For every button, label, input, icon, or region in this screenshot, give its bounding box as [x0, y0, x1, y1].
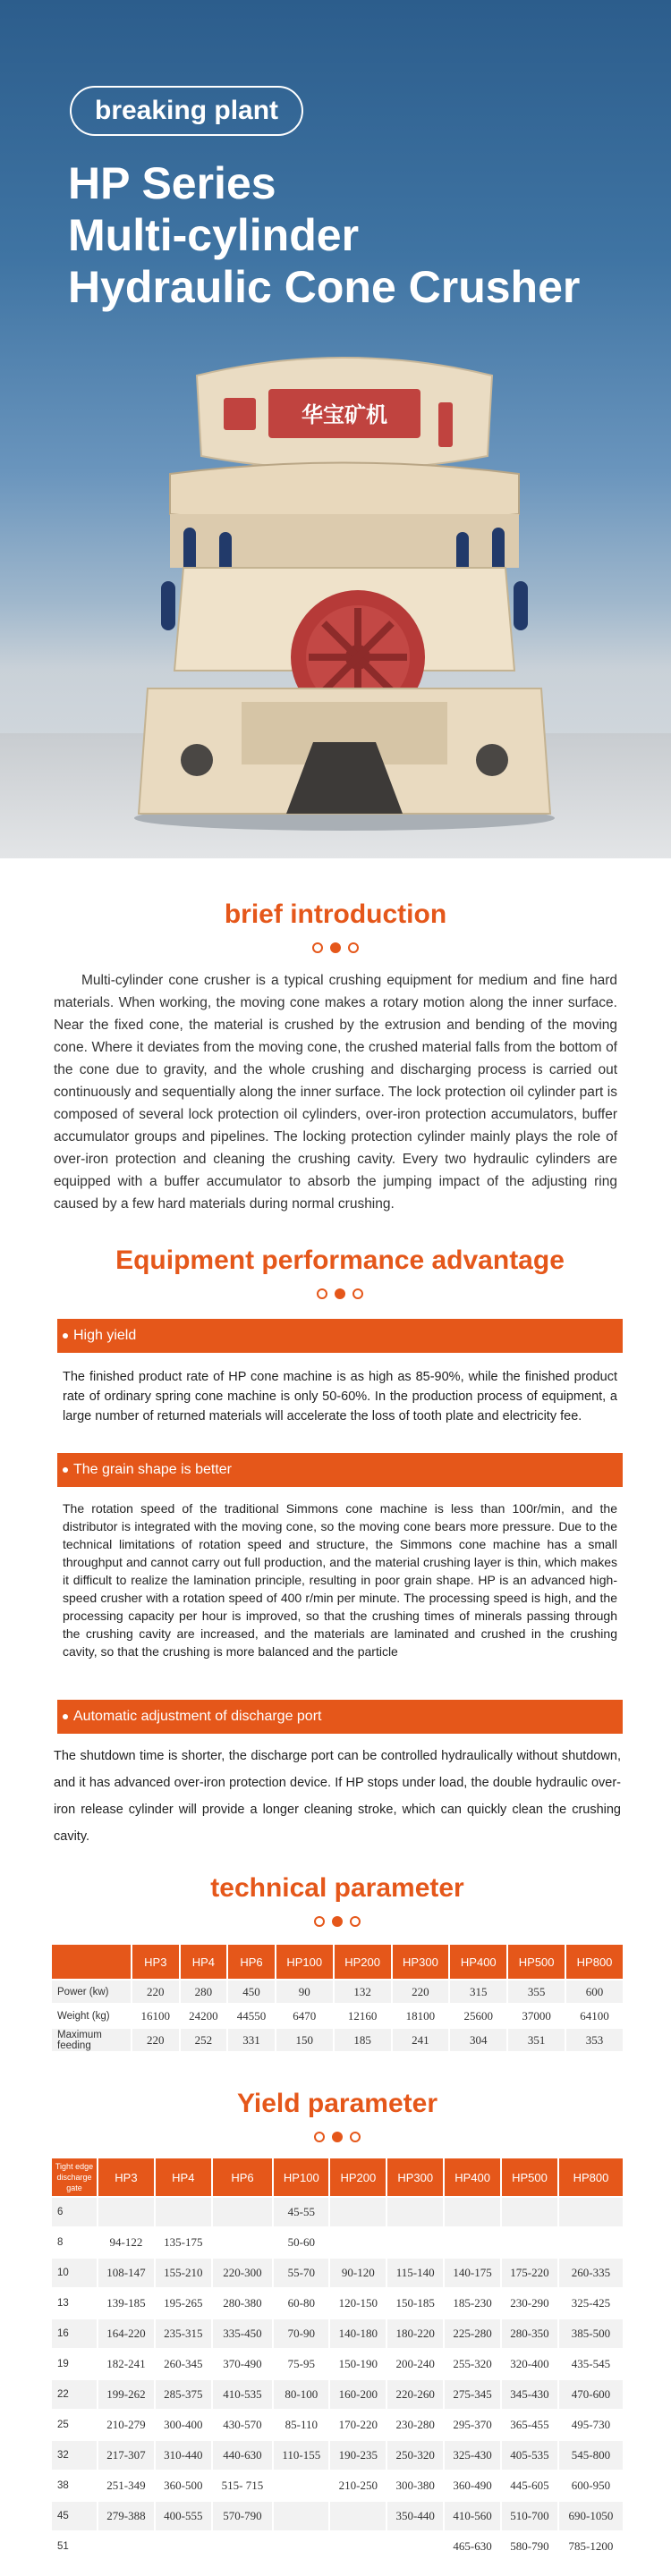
yield-header-cell: HP3 [98, 2158, 155, 2197]
tech-header-cell: HP300 [392, 1944, 450, 1980]
yield-section [0, 2053, 671, 2572]
tech-table-body [51, 1980, 624, 2052]
dot-icon [317, 1288, 327, 1299]
tech-header-cell: HP6 [227, 1944, 276, 1980]
yield-cell: 430-570 [212, 2410, 273, 2440]
yield-row [51, 2470, 624, 2501]
tech-cell: 16100 [132, 2004, 180, 2028]
yield-header-cell: HP300 [386, 2158, 444, 2197]
yield-cell [501, 2197, 558, 2227]
yield-cell: 325-425 [558, 2288, 624, 2318]
yield-row-label: 10 [51, 2258, 98, 2288]
yield-cell [98, 2531, 155, 2562]
yield-cell: 600-950 [558, 2470, 624, 2501]
yield-cell: 251-349 [98, 2470, 155, 2501]
yield-header-cell: HP400 [444, 2158, 501, 2197]
yield-cell: 175-220 [501, 2258, 558, 2288]
yield-cell: 515- 715 [212, 2470, 273, 2501]
yield-cell: 335-450 [212, 2318, 273, 2349]
yield-row [51, 2197, 624, 2227]
yield-cell [98, 2197, 155, 2227]
yield-cell: 140-180 [329, 2318, 386, 2349]
dot-icon [348, 942, 359, 953]
yield-cell: 570-790 [212, 2501, 273, 2531]
yield-row-label: 22 [51, 2379, 98, 2410]
yield-header-cell: HP500 [501, 2158, 558, 2197]
advantage-bar-discharge-port: Automatic adjustment of discharge port [57, 1700, 623, 1734]
yield-cell: 90-120 [329, 2258, 386, 2288]
yield-cell: 440-630 [212, 2440, 273, 2470]
tech-cell: 220 [392, 1980, 450, 2004]
tech-header-cell: HP100 [276, 1944, 334, 1980]
yield-cell: 150-185 [386, 2288, 444, 2318]
yield-row [51, 2318, 624, 2349]
hero-banner [0, 0, 671, 858]
tech-cell: 220 [132, 2028, 180, 2052]
yield-cell: 210-250 [329, 2470, 386, 2501]
yield-cell: 275-345 [444, 2379, 501, 2410]
yield-row [51, 2531, 624, 2562]
hero-title-line-1: HP Series [68, 158, 276, 208]
tech-cell: 37000 [507, 2004, 565, 2028]
tech-title: technical parameter [210, 1873, 464, 1903]
yield-cell [155, 2197, 212, 2227]
yield-row [51, 2410, 624, 2440]
tech-row-label: Weight (kg) [51, 2004, 132, 2028]
tech-header-cell: HP200 [334, 1944, 392, 1980]
tech-table [50, 1943, 624, 2053]
tech-row [51, 1980, 624, 2004]
advantage-bar-grain-shape: The grain shape is better [57, 1453, 623, 1487]
yield-cell [273, 2501, 329, 2531]
yield-cell: 690-1050 [558, 2501, 624, 2531]
yield-cell: 400-555 [155, 2501, 212, 2531]
tech-cell: 600 [565, 1980, 624, 2004]
tech-row [51, 2004, 624, 2028]
yield-cell [212, 2531, 273, 2562]
yield-cell [273, 2470, 329, 2501]
advantage-section [0, 1215, 671, 1734]
yield-cell [329, 2227, 386, 2258]
tech-cell: 315 [449, 1980, 507, 2004]
yield-cell: 210-279 [98, 2410, 155, 2440]
yield-cell: 135-175 [155, 2227, 212, 2258]
yield-cell: 445-605 [501, 2470, 558, 2501]
yield-cell: 260-345 [155, 2349, 212, 2379]
category-tag: breaking plant [70, 86, 303, 136]
yield-cell: 80-100 [273, 2379, 329, 2410]
tech-header-cell: HP800 [565, 1944, 624, 1980]
yield-cell [386, 2531, 444, 2562]
yield-cell: 320-400 [501, 2349, 558, 2379]
dot-icon [332, 2132, 343, 2142]
dot-icon [330, 942, 341, 953]
title-dots [57, 1288, 623, 1299]
yield-cell: 50-60 [273, 2227, 329, 2258]
tech-cell: 24200 [180, 2004, 228, 2028]
yield-cell: 300-400 [155, 2410, 212, 2440]
yield-cell: 200-240 [386, 2349, 444, 2379]
yield-header-cell: HP6 [212, 2158, 273, 2197]
yield-row [51, 2227, 624, 2258]
yield-cell [558, 2197, 624, 2227]
yield-cell: 75-95 [273, 2349, 329, 2379]
tech-cell: 304 [449, 2028, 507, 2052]
tech-cell: 355 [507, 1980, 565, 2004]
yield-cell: 300-380 [386, 2470, 444, 2501]
yield-header-cell: HP4 [155, 2158, 212, 2197]
hero-title-line-2: Multi-cylinder [68, 210, 360, 260]
dot-icon [350, 2132, 361, 2142]
yield-cell: 164-220 [98, 2318, 155, 2349]
yield-cell: 250-320 [386, 2440, 444, 2470]
yield-cell [386, 2227, 444, 2258]
yield-cell: 120-150 [329, 2288, 386, 2318]
advantage-text-high-yield: The finished product rate of HP cone machine is as high as 85-90%, while the finished product rate of ordinary spring cone machine is only 50-60%. In the production process of equipment, a large number of returned materials will accelerate the loss of tooth plate and electricity fee. [63, 1370, 617, 1423]
yield-cell [444, 2227, 501, 2258]
yield-row-label: 25 [51, 2410, 98, 2440]
tech-header-cell: HP500 [507, 1944, 565, 1980]
title-dots [50, 1916, 624, 1927]
dot-icon [352, 1288, 363, 1299]
yield-row [51, 2288, 624, 2318]
tech-cell: 25600 [449, 2004, 507, 2028]
advantage-bar-high-yield: High yield [57, 1319, 623, 1353]
machine-logo-text: 华宝矿机 [302, 402, 387, 427]
tech-cell: 252 [180, 2028, 228, 2052]
yield-cell: 190-235 [329, 2440, 386, 2470]
tech-cell: 18100 [392, 2004, 450, 2028]
yield-cell: 94-122 [98, 2227, 155, 2258]
yield-cell: 495-730 [558, 2410, 624, 2440]
tech-cell: 280 [180, 1980, 228, 2004]
tech-cell: 6470 [276, 2004, 334, 2028]
yield-cell: 45-55 [273, 2197, 329, 2227]
yield-cell: 360-490 [444, 2470, 501, 2501]
yield-cell: 110-155 [273, 2440, 329, 2470]
yield-cell: 280-380 [212, 2288, 273, 2318]
yield-cell: 220-260 [386, 2379, 444, 2410]
yield-corner-cell: Tight edge discharge gate [51, 2158, 98, 2197]
tech-header-cell [51, 1944, 132, 1980]
yield-table-body [51, 2197, 624, 2562]
tech-cell: 90 [276, 1980, 334, 2004]
hero-title-line-3: Hydraulic Cone Crusher [68, 262, 581, 312]
tech-cell: 64100 [565, 2004, 624, 2028]
yield-cell: 139-185 [98, 2288, 155, 2318]
tech-row-label: Maximum feeding [51, 2028, 132, 2052]
yield-cell: 220-300 [212, 2258, 273, 2288]
yield-cell: 465-630 [444, 2531, 501, 2562]
tech-cell: 185 [334, 2028, 392, 2052]
yield-cell [501, 2227, 558, 2258]
tech-cell: 220 [132, 1980, 180, 2004]
yield-header-cell: HP100 [273, 2158, 329, 2197]
yield-row-label: 19 [51, 2349, 98, 2379]
yield-cell [212, 2227, 273, 2258]
yield-title: Yield parameter [237, 2089, 437, 2118]
yield-table [50, 2157, 624, 2563]
yield-cell: 785-1200 [558, 2531, 624, 2562]
yield-cell: 405-535 [501, 2440, 558, 2470]
yield-cell: 385-500 [558, 2318, 624, 2349]
yield-cell: 285-375 [155, 2379, 212, 2410]
dot-icon [332, 1916, 343, 1927]
tech-header-cell: HP4 [180, 1944, 228, 1980]
yield-cell: 225-280 [444, 2318, 501, 2349]
yield-cell: 410-535 [212, 2379, 273, 2410]
tech-cell: 450 [227, 1980, 276, 2004]
yield-cell [329, 2197, 386, 2227]
yield-cell: 310-440 [155, 2440, 212, 2470]
yield-row-label: 32 [51, 2440, 98, 2470]
yield-header-row [51, 2158, 624, 2197]
yield-cell: 70-90 [273, 2318, 329, 2349]
tech-cell: 351 [507, 2028, 565, 2052]
hero-title [68, 157, 580, 313]
title-dots [50, 2132, 624, 2142]
yield-row-label: 16 [51, 2318, 98, 2349]
yield-cell: 85-110 [273, 2410, 329, 2440]
yield-cell: 255-320 [444, 2349, 501, 2379]
yield-cell [273, 2531, 329, 2562]
yield-row [51, 2440, 624, 2470]
dot-icon [314, 2132, 325, 2142]
yield-cell: 182-241 [98, 2349, 155, 2379]
yield-cell: 160-200 [329, 2379, 386, 2410]
yield-cell [444, 2197, 501, 2227]
yield-cell: 217-307 [98, 2440, 155, 2470]
yield-cell: 360-500 [155, 2470, 212, 2501]
yield-cell: 55-70 [273, 2258, 329, 2288]
tech-row [51, 2028, 624, 2052]
yield-cell: 545-800 [558, 2440, 624, 2470]
dot-icon [314, 1916, 325, 1927]
yield-cell: 470-600 [558, 2379, 624, 2410]
yield-cell: 410-560 [444, 2501, 501, 2531]
yield-cell: 260-335 [558, 2258, 624, 2288]
yield-cell: 345-430 [501, 2379, 558, 2410]
yield-cell [329, 2501, 386, 2531]
yield-cell [386, 2197, 444, 2227]
yield-row-label: 38 [51, 2470, 98, 2501]
dot-icon [350, 1916, 361, 1927]
yield-cell: 280-350 [501, 2318, 558, 2349]
brief-text: Multi-cylinder cone crusher is a typical crushing equipment for medium and fine hard materials. When working, the moving cone makes a rotary motion along the inner surface. Near the fixed cone, the material is crushed by the extrusion and bending of the moving cone. Where it deviates from the moving cone, the crushed material falls from the bottom of the cone due to gravity, and the whole crushing and discharging process is carried out continuously and sequentially along the inner surface. The lock protection oil cylinder part is composed of several lock protection oil cylinders, over-iron protection accumulators, buffer accumulator groups and pipelines. The locking protection cylinder mainly plays the role of over-iron protection and cleaning the crushing cavity. Every two hydraulic cylinders are equipped with a buffer accumulator to absorb the jumping impact of the adjusting ring caused by a few hard materials during normal crushing. [54, 973, 617, 1212]
yield-row-label: 6 [51, 2197, 98, 2227]
yield-cell: 150-190 [329, 2349, 386, 2379]
yield-row [51, 2258, 624, 2288]
yield-cell: 325-430 [444, 2440, 501, 2470]
yield-row-label: 8 [51, 2227, 98, 2258]
yield-cell: 185-230 [444, 2288, 501, 2318]
advantage-text-discharge-port: The shutdown time is shorter, the discharge port can be controlled hydraulically without shutdown, and it has advanced over-iron protection device. If HP stops under load, the double hydraulic over-iron release cylinder will provide a longer cleaning stroke, which can quickly clean the crushing cavity. [54, 1749, 621, 1844]
dot-icon [335, 1288, 345, 1299]
yield-cell: 115-140 [386, 2258, 444, 2288]
yield-row [51, 2501, 624, 2531]
brief-section [0, 858, 671, 1215]
yield-cell: 365-455 [501, 2410, 558, 2440]
yield-cell [558, 2227, 624, 2258]
brief-title: brief introduction [224, 899, 447, 929]
tech-cell: 150 [276, 2028, 334, 2052]
yield-cell [212, 2197, 273, 2227]
yield-cell: 370-490 [212, 2349, 273, 2379]
yield-cell: 60-80 [273, 2288, 329, 2318]
yield-cell: 180-220 [386, 2318, 444, 2349]
yield-cell: 199-262 [98, 2379, 155, 2410]
tech-cell: 353 [565, 2028, 624, 2052]
tech-row-label: Power (kw) [51, 1980, 132, 2004]
tech-cell: 12160 [334, 2004, 392, 2028]
tech-header-cell: HP3 [132, 1944, 180, 1980]
yield-cell: 230-280 [386, 2410, 444, 2440]
dot-icon [312, 942, 323, 953]
advantage-title: Equipment performance advantage [115, 1246, 565, 1275]
yield-cell: 170-220 [329, 2410, 386, 2440]
advantage-text-grain-shape: The rotation speed of the traditional Simmons cone machine is less than 100r/min, and the distributor is integrated with the moving cone, so the moving cone bears more pressure. Due to the technical limitations of rotation speed and structure, the Simmons cone machine has a small throughput and cannot carry out full production, and the material crushing layer is thin, which makes it difficult to realize the lamination principle, resulting in poor grain shape. HP is an advanced high-speed crusher with a rotation speed of 400 r/min per minute. The processing speed is high, and the processing capacity per hour is improved, so that the crushing times of minerals passing through the crushing cavity are increased, and the materials are laminated and crushed in the crushing cavity, so that the crushing is more balanced and the particle [63, 1501, 617, 1659]
yield-cell: 140-175 [444, 2258, 501, 2288]
yield-cell: 155-210 [155, 2258, 212, 2288]
yield-row-label: 13 [51, 2288, 98, 2318]
yield-row [51, 2349, 624, 2379]
yield-row-label: 45 [51, 2501, 98, 2531]
yield-cell: 230-290 [501, 2288, 558, 2318]
tech-cell: 241 [392, 2028, 450, 2052]
yield-cell: 435-545 [558, 2349, 624, 2379]
tech-section [0, 1850, 671, 2053]
tech-header-row [51, 1944, 624, 1980]
tech-cell: 44550 [227, 2004, 276, 2028]
yield-cell [329, 2531, 386, 2562]
yield-cell: 279-388 [98, 2501, 155, 2531]
yield-cell: 295-370 [444, 2410, 501, 2440]
tech-cell: 132 [334, 1980, 392, 2004]
yield-header-cell: HP800 [558, 2158, 624, 2197]
tech-cell: 331 [227, 2028, 276, 2052]
yield-cell: 235-315 [155, 2318, 212, 2349]
yield-cell: 108-147 [98, 2258, 155, 2288]
yield-cell: 350-440 [386, 2501, 444, 2531]
yield-cell [155, 2531, 212, 2562]
yield-header-cell: HP200 [329, 2158, 386, 2197]
yield-row-label: 51 [51, 2531, 98, 2562]
tech-header-cell: HP400 [449, 1944, 507, 1980]
yield-cell: 195-265 [155, 2288, 212, 2318]
cone-crusher-image [134, 349, 555, 832]
title-dots [54, 942, 617, 953]
yield-cell: 510-700 [501, 2501, 558, 2531]
yield-cell: 580-790 [501, 2531, 558, 2562]
yield-row [51, 2379, 624, 2410]
